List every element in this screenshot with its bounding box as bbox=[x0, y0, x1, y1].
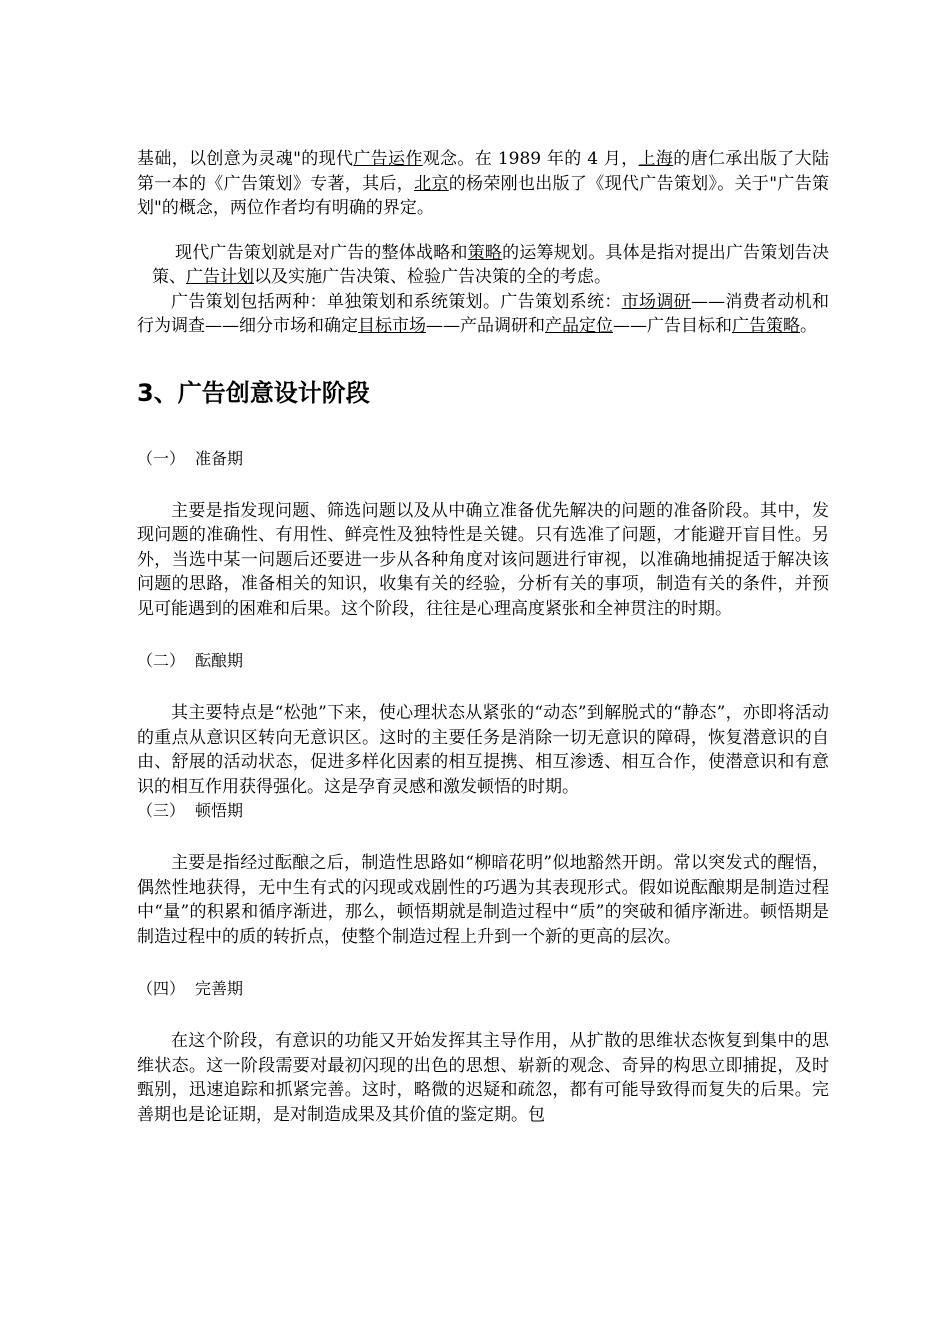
text-run: ——消费者动机和行为调查——细分市场和确定 bbox=[137, 291, 830, 336]
stage-4-text: 在这个阶段，有意识的功能又开始发挥其主导作用，从扩散的思维状态恢复到集中的思维状态。这一阶段需要对最初闪现的出色的思想、崭新的观念、奇异的构思立即捕捉，及时甄别，迅速追踪和抓紧完善。这时，略微的迟疑和疏忽，都有可能导致得而复失的后果。完善期也是论证期，是对制造成果及其价值的鉴定期。包 bbox=[137, 1031, 829, 1125]
stage-1-heading bbox=[137, 447, 829, 471]
text-run: 现代广告策划就是对广告的整体战略和 bbox=[175, 242, 468, 263]
stage-number: （三） bbox=[137, 801, 186, 820]
stage-label: 酝酿期 bbox=[195, 651, 244, 670]
link-shanghai[interactable]: 上海 bbox=[638, 149, 674, 169]
stage-number: （二） bbox=[137, 651, 186, 670]
stage-4-heading bbox=[137, 977, 829, 1001]
stage-number: （四） bbox=[137, 979, 186, 998]
link-advertising-strategy[interactable]: 广告策略 bbox=[732, 316, 800, 336]
intro-paragraph-3 bbox=[137, 290, 829, 339]
text-run: ——产品调研和 bbox=[426, 316, 545, 336]
text-run: 的运筹规划。具体是指对提出广告策划告决策、 bbox=[152, 242, 830, 287]
link-beijing[interactable]: 北京 bbox=[414, 173, 449, 194]
text-run: 。 bbox=[800, 316, 817, 336]
text-run: 基础，以创意为灵魂"的现代 bbox=[137, 149, 354, 169]
section-heading: 3、广告创意设计阶段 bbox=[137, 378, 370, 407]
stage-1-text: 主要是指发现问题、筛选问题以及从中确立准备优先解决的问题的准备阶段。其中，发现问题的准确性、有用性、鲜亮性及独特性是关键。只有选准了问题，才能避开盲目性。另外，当选中某一问题后还要进一步从各种角度对该问题进行审视，以准确地捕捉适于解决该问题的思路，准备相关的知识，收集有关的经验，分析有关的事项，制造有关的条件，并预见可能遇到的困难和后果。这个阶段，往往是心理高度紧张和全神贯注的时期。 bbox=[137, 500, 829, 619]
text-run: 的杨荣刚也出版了《现代广告策划》。关于"广告策划"的概念，两位作者均有明确的界定。 bbox=[137, 173, 830, 218]
link-product-positioning[interactable]: 产品定位 bbox=[545, 316, 613, 336]
intro-paragraph-2 bbox=[137, 241, 829, 290]
stage-2-text: 其主要特点是“松弛”下来，使心理状态从紧张的“动态”到解脱式的“静态”，亦即将活动的重点从意识区转向无意识区。这时的主要任务是消除一切无意识的障碍，恢复潜意识的自由、舒展的活动状态，促进多样化因素的相互提携、相互渗透、相互合作，使潜意识和有意识的相互作用获得强化。这是孕育灵感和激发顿悟的时期。 bbox=[137, 703, 829, 797]
link-market-research[interactable]: 市场调研 bbox=[621, 291, 692, 312]
stage-number: （一） bbox=[137, 448, 186, 468]
link-advertising-plan[interactable]: 广告计划 bbox=[186, 267, 254, 287]
link-target-market[interactable]: 目标市场 bbox=[358, 316, 426, 336]
stage-3-text: 主要是指经过酝酿之后，制造性思路如“柳暗花明”似地豁然开朗。常以突发式的醒悟，偶然性地获得，无中生有式的闪现或戏剧性的巧遇为其表现形式。假如说酝酿期是制造过程中“量”的积累和循序渐进，那么，顿悟期就是制造过程中“质”的突破和循序渐进。顿悟期是制造过程中的质的转折点，使整个制造过程上升到一个新的更高的层次。 bbox=[137, 853, 829, 947]
stage-label: 准备期 bbox=[195, 448, 244, 468]
link-advertising-operation[interactable]: 广告运作 bbox=[353, 149, 423, 169]
text-run: ——广告目标和 bbox=[613, 316, 732, 336]
stage-3-heading bbox=[137, 799, 829, 823]
stage-label: 顿悟期 bbox=[195, 801, 244, 820]
document-page bbox=[137, 147, 829, 1127]
stage-2-heading bbox=[137, 649, 829, 673]
link-strategy[interactable]: 策略 bbox=[467, 242, 503, 263]
text-run: 以及实施广告决策、检验广告决策的全的考虑。 bbox=[254, 267, 611, 287]
text-run: 广告策划包括两种：单独策划和系统策划。广告策划系统： bbox=[171, 291, 622, 312]
stage-label: 完善期 bbox=[195, 979, 244, 998]
intro-paragraph-1 bbox=[137, 147, 829, 221]
text-run: 观念。在 1989 年的 4 月， bbox=[422, 149, 639, 169]
text-run: 的唐仁承出版了大陆第一本的《广告策划》专著，其后， bbox=[137, 149, 830, 194]
